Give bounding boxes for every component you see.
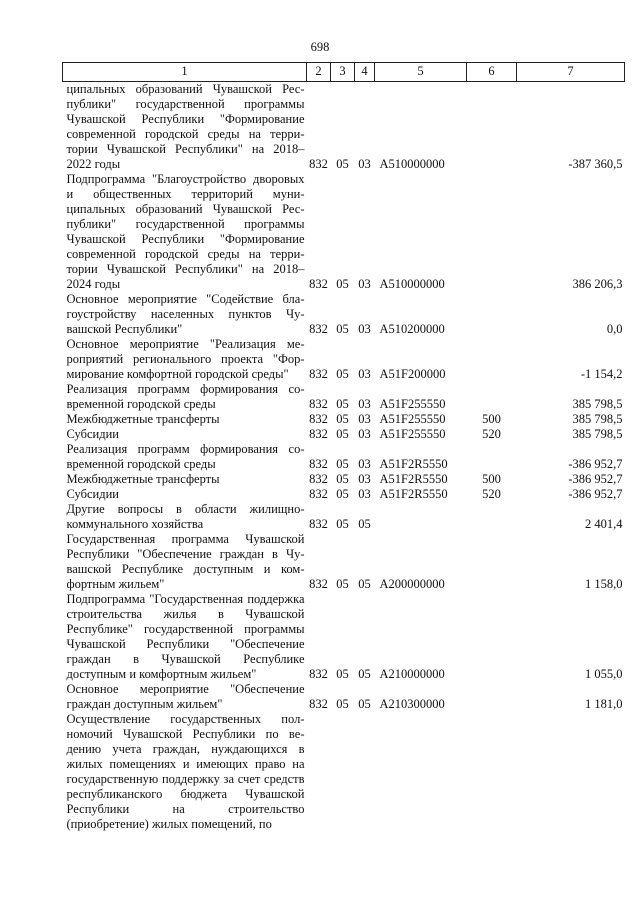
row-description: Основное мероприятие "Обеспечение граждан доступным жильем"	[66, 682, 305, 711]
table-body	[63, 82, 625, 833]
row-gr-code: 832	[309, 697, 328, 711]
row-amount: -386 952,7	[568, 472, 623, 486]
row-description: Реализация программ формирования современной городской среды	[66, 382, 305, 411]
table-row	[63, 592, 625, 682]
table-row	[63, 472, 625, 487]
table-row	[63, 487, 625, 502]
row-section-code: 05	[336, 667, 349, 681]
row-expense-type: 520	[482, 427, 501, 441]
row-gr-code: 832	[309, 322, 328, 336]
row-section-code: 05	[336, 457, 349, 471]
row-expense-type	[467, 682, 517, 712]
row-description: Основное мероприятие "Содействие благоустройству населенных пунктов Чувашской Республики"	[66, 292, 305, 336]
row-amount	[517, 712, 625, 832]
row-section-code: 05	[336, 367, 349, 381]
row-amount: -386 952,7	[568, 457, 623, 471]
row-description: Осуществление государственных полномочий Чувашской Республики по ведению учета граждан, нуждающихся в жилых помещениях и имеющих право на государственную поддержку за счет средств республиканского бюджета Чувашской Республики на строительство (приобретение) жилых помещений, по	[66, 712, 305, 831]
table-row	[63, 502, 625, 532]
table-header-row	[63, 63, 625, 82]
row-section-code	[331, 712, 355, 832]
row-description: Межбюджетные трансферты	[66, 472, 220, 486]
row-gr-code: 832	[309, 517, 328, 531]
row-expense-type	[467, 382, 517, 412]
table-row	[63, 532, 625, 592]
row-amount: 385 798,5	[572, 397, 623, 411]
row-description: Межбюджетные трансферты	[66, 412, 220, 426]
row-expense-type: 500	[482, 412, 501, 426]
row-target-article: А510200000	[379, 322, 445, 336]
table-row	[63, 82, 625, 173]
table-row	[63, 412, 625, 427]
row-section-code: 05	[336, 472, 349, 486]
row-gr-code: 832	[309, 577, 328, 591]
row-description: Подпрограмма "Государственная поддержка строительства жилья в Чувашской Республике" государственной программы Чувашской Республики "Обеспечение граждан в Чувашской Республике доступным и комфортным жильем"	[66, 592, 305, 681]
row-gr-code: 832	[309, 412, 328, 426]
row-target-article: А200000000	[379, 577, 445, 591]
row-description: Субсидии	[66, 427, 119, 441]
row-amount: 386 206,3	[572, 277, 623, 291]
row-target-article	[375, 502, 467, 532]
table-row	[63, 337, 625, 382]
row-subsection-code: 05	[358, 577, 371, 591]
row-gr-code: 832	[309, 157, 328, 171]
row-amount: 1 055,0	[585, 667, 623, 681]
row-expense-type	[467, 82, 517, 173]
row-gr-code: 832	[309, 277, 328, 291]
row-target-article: А51F2R5550	[379, 487, 448, 501]
row-target-article: А510000000	[379, 157, 445, 171]
row-subsection-code: 05	[358, 517, 371, 531]
row-expense-type: 500	[482, 472, 501, 486]
row-amount: 385 798,5	[572, 412, 623, 426]
row-amount: 0,0	[606, 322, 623, 336]
row-target-article: А210300000	[379, 697, 445, 711]
row-section-code: 05	[336, 577, 349, 591]
row-subsection-code: 03	[358, 427, 371, 441]
row-expense-type	[467, 502, 517, 532]
row-gr-code: 832	[309, 457, 328, 471]
row-expense-type	[467, 172, 517, 292]
row-expense-type	[467, 712, 517, 832]
row-section-code: 05	[336, 157, 349, 171]
row-subsection-code	[355, 712, 375, 832]
row-gr-code: 832	[309, 472, 328, 486]
row-gr-code: 832	[309, 397, 328, 411]
row-subsection-code: 03	[358, 472, 371, 486]
row-section-code: 05	[336, 427, 349, 441]
row-description: Основное мероприятие "Реализация мероприятий регионального проекта "Формирование комфортной городской среды"	[66, 337, 305, 381]
row-description: Другие вопросы в области жилищно-коммунального хозяйства	[66, 502, 305, 531]
table-row	[63, 172, 625, 292]
header-col-5: 5	[375, 63, 467, 82]
row-target-article: А51F2R5550	[379, 472, 448, 486]
row-section-code: 05	[336, 322, 349, 336]
header-col-6: 6	[467, 63, 517, 82]
row-target-article: А51F200000	[379, 367, 446, 381]
row-expense-type	[467, 292, 517, 337]
row-subsection-code: 03	[358, 487, 371, 501]
row-subsection-code: 05	[358, 667, 371, 681]
row-amount: -387 360,5	[568, 157, 623, 171]
row-gr-code	[307, 712, 331, 832]
row-subsection-code: 05	[358, 697, 371, 711]
table-row	[63, 292, 625, 337]
page-number: 698	[310, 40, 330, 54]
row-expense-type	[467, 592, 517, 682]
row-gr-code: 832	[309, 667, 328, 681]
row-amount: -1 154,2	[580, 367, 623, 381]
row-section-code: 05	[336, 517, 349, 531]
header-col-7: 7	[517, 63, 625, 82]
table-row	[63, 712, 625, 832]
row-description: Государственная программа Чувашской Республики "Обеспечение граждан в Чувашской Республике доступным и комфортным жильем"	[66, 532, 305, 591]
header-col-3: 3	[331, 63, 355, 82]
row-subsection-code: 03	[358, 277, 371, 291]
row-target-article: А51F2R5550	[379, 457, 448, 471]
row-expense-type	[467, 337, 517, 382]
row-expense-type	[467, 442, 517, 472]
table-row	[63, 442, 625, 472]
row-description: Субсидии	[66, 487, 119, 501]
row-subsection-code: 03	[358, 412, 371, 426]
row-subsection-code: 03	[358, 457, 371, 471]
row-subsection-code: 03	[358, 157, 371, 171]
row-section-code: 05	[336, 397, 349, 411]
table-row	[63, 382, 625, 412]
header-col-4: 4	[355, 63, 375, 82]
row-section-code: 05	[336, 412, 349, 426]
row-target-article: А510000000	[379, 277, 445, 291]
budget-table	[62, 62, 625, 832]
row-description: Подпрограмма "Благоустройство дворовых и общественных территорий муниципальных образований Чувашской Республики" государственной программы Чувашской Республики "Формирование современной городской среды на территории Чувашской Республики" на 2018–2024 годы	[66, 172, 305, 291]
row-target-article: А210000000	[379, 667, 445, 681]
header-col-2: 2	[307, 63, 331, 82]
row-section-code: 05	[336, 487, 349, 501]
row-amount: 1 181,0	[585, 697, 623, 711]
row-subsection-code: 03	[358, 367, 371, 381]
row-target-article	[375, 712, 467, 832]
row-target-article: А51F255550	[379, 397, 446, 411]
row-expense-type	[467, 532, 517, 592]
row-amount: 385 798,5	[572, 427, 623, 441]
table-row	[63, 682, 625, 712]
row-subsection-code: 03	[358, 397, 371, 411]
row-subsection-code: 03	[358, 322, 371, 336]
row-gr-code: 832	[309, 367, 328, 381]
row-section-code: 05	[336, 697, 349, 711]
row-amount: -386 952,7	[568, 487, 623, 501]
row-amount: 2 401,4	[585, 517, 623, 531]
row-amount: 1 158,0	[585, 577, 623, 591]
row-description: ципальных образований Чувашской Республики" государственной программы Чувашской Республики "Формирование современной городской среды на территории Чувашской Республики" на 2018–2022 годы	[66, 82, 305, 171]
row-gr-code: 832	[309, 427, 328, 441]
row-gr-code: 832	[309, 487, 328, 501]
row-target-article: А51F255550	[379, 412, 446, 426]
row-description: Реализация программ формирования современной городской среды	[66, 442, 305, 471]
row-target-article: А51F255550	[379, 427, 446, 441]
row-section-code: 05	[336, 277, 349, 291]
row-expense-type: 520	[482, 487, 501, 501]
table-row	[63, 427, 625, 442]
header-col-1: 1	[63, 63, 307, 82]
